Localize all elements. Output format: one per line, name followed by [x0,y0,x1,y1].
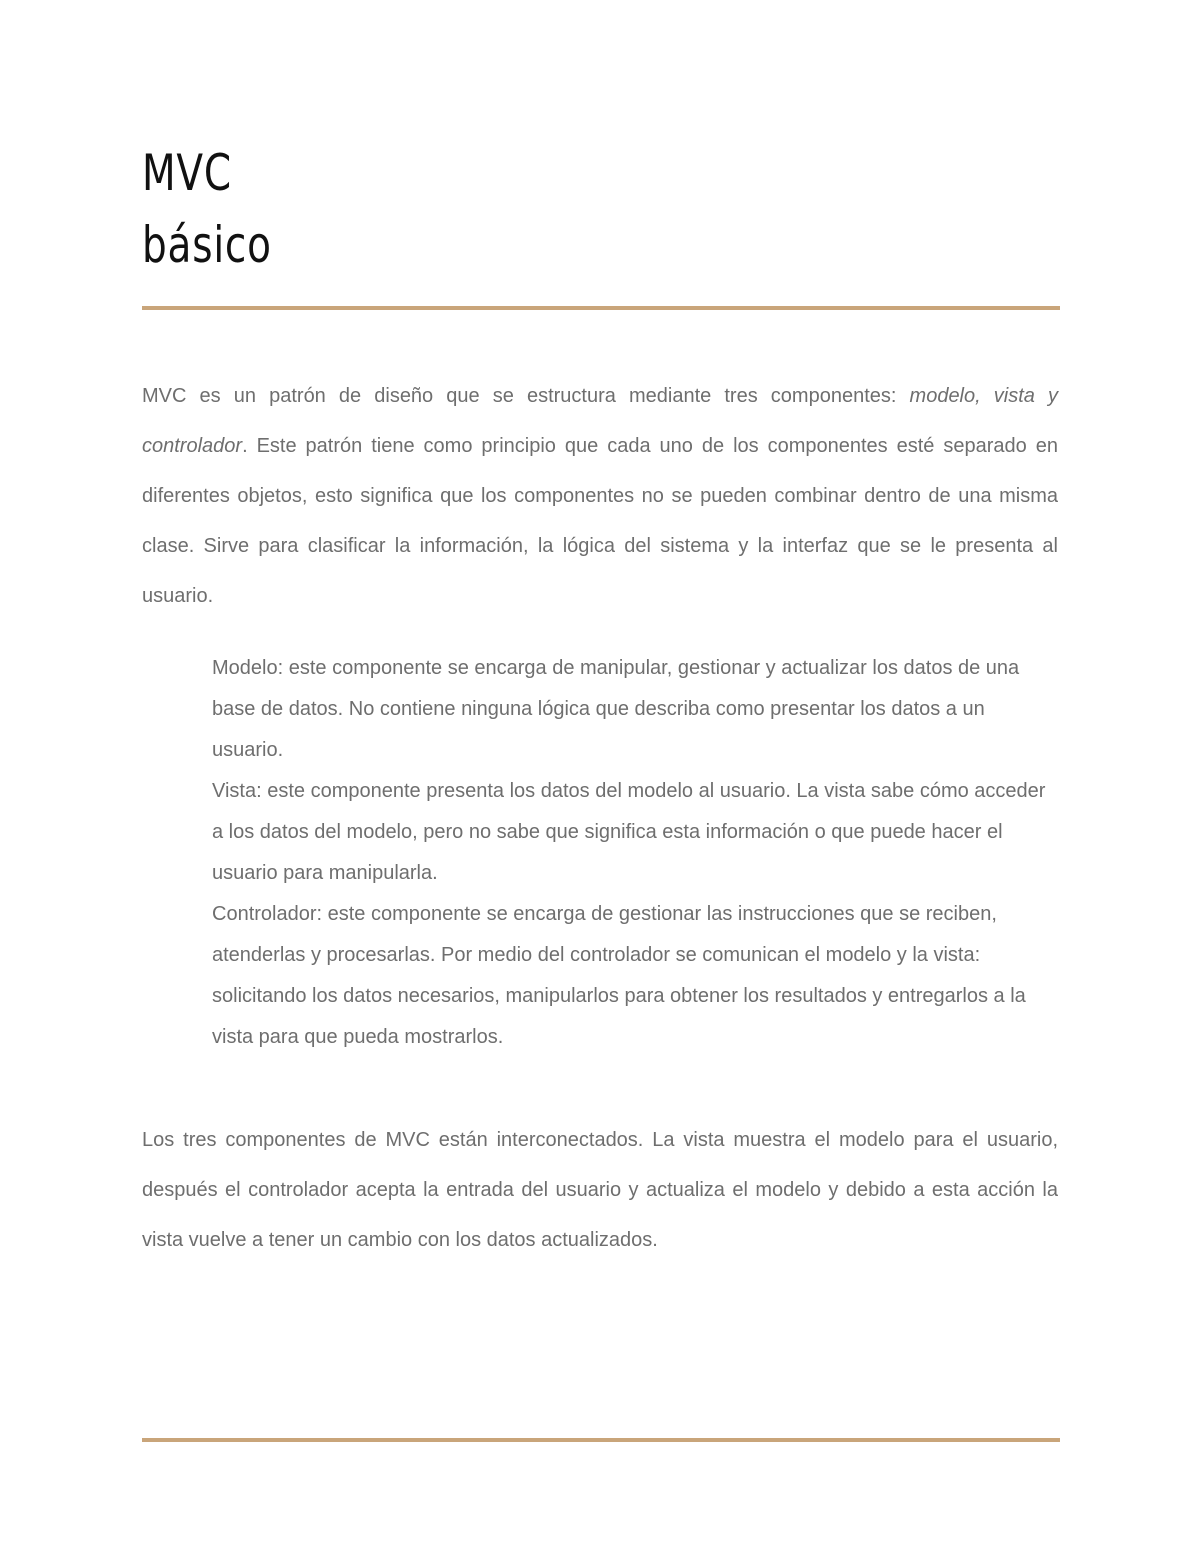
intro-paragraph [142,371,1058,621]
title-line-2: básico [142,216,272,274]
intro-italic-terms: modelo, vista y controlador [142,385,1058,457]
page-title [142,144,308,274]
list-item-vista: Vista: este componente presenta los datos del modelo al usuario. La vista sabe cómo acceder a los datos del modelo, pero no sabe que significa esta información o que puede hacer el usuario para manipularla. [212,780,1046,884]
list-item-modelo: Modelo: este componente se encarga de manipular, gestionar y actualizar los datos de una base de datos. No contiene ninguna lógica que describa como presentar los datos a un usuario. [212,657,1020,761]
list-item-controlador: Controlador: este componente se encarga de gestionar las instrucciones que se reciben, atenderlas y procesarlas. Por medio del controlador se comunican el modelo y la vista: solicitando los datos necesarios, manipularlos para obtener los resultados y entregarlos a la vista para que pueda mostrarlos. [212,903,1026,1048]
title-line-1: MVC [142,144,232,202]
top-divider [142,306,1060,310]
intro-text-start: MVC es un patrón de diseño que se estructura mediante tres componentes: [142,385,910,407]
bottom-divider [142,1438,1060,1442]
closing-paragraph: Los tres componentes de MVC están interconectados. La vista muestra el modelo para el usuario, después el controlador acepta la entrada del usuario y actualiza el modelo y debido a esta acción la vista vuelve a tener un cambio con los datos actualizados. [142,1129,1058,1251]
intro-text-end: . Este patrón tiene como principio que cada uno de los componentes esté separado en diferentes objetos, esto significa que los componentes no se pueden combinar dentro de una misma clase. Sirve para clasificar la información, la lógica del sistema y la interfaz que se le presenta al usuario. [142,435,1058,607]
components-list [212,648,1058,1058]
